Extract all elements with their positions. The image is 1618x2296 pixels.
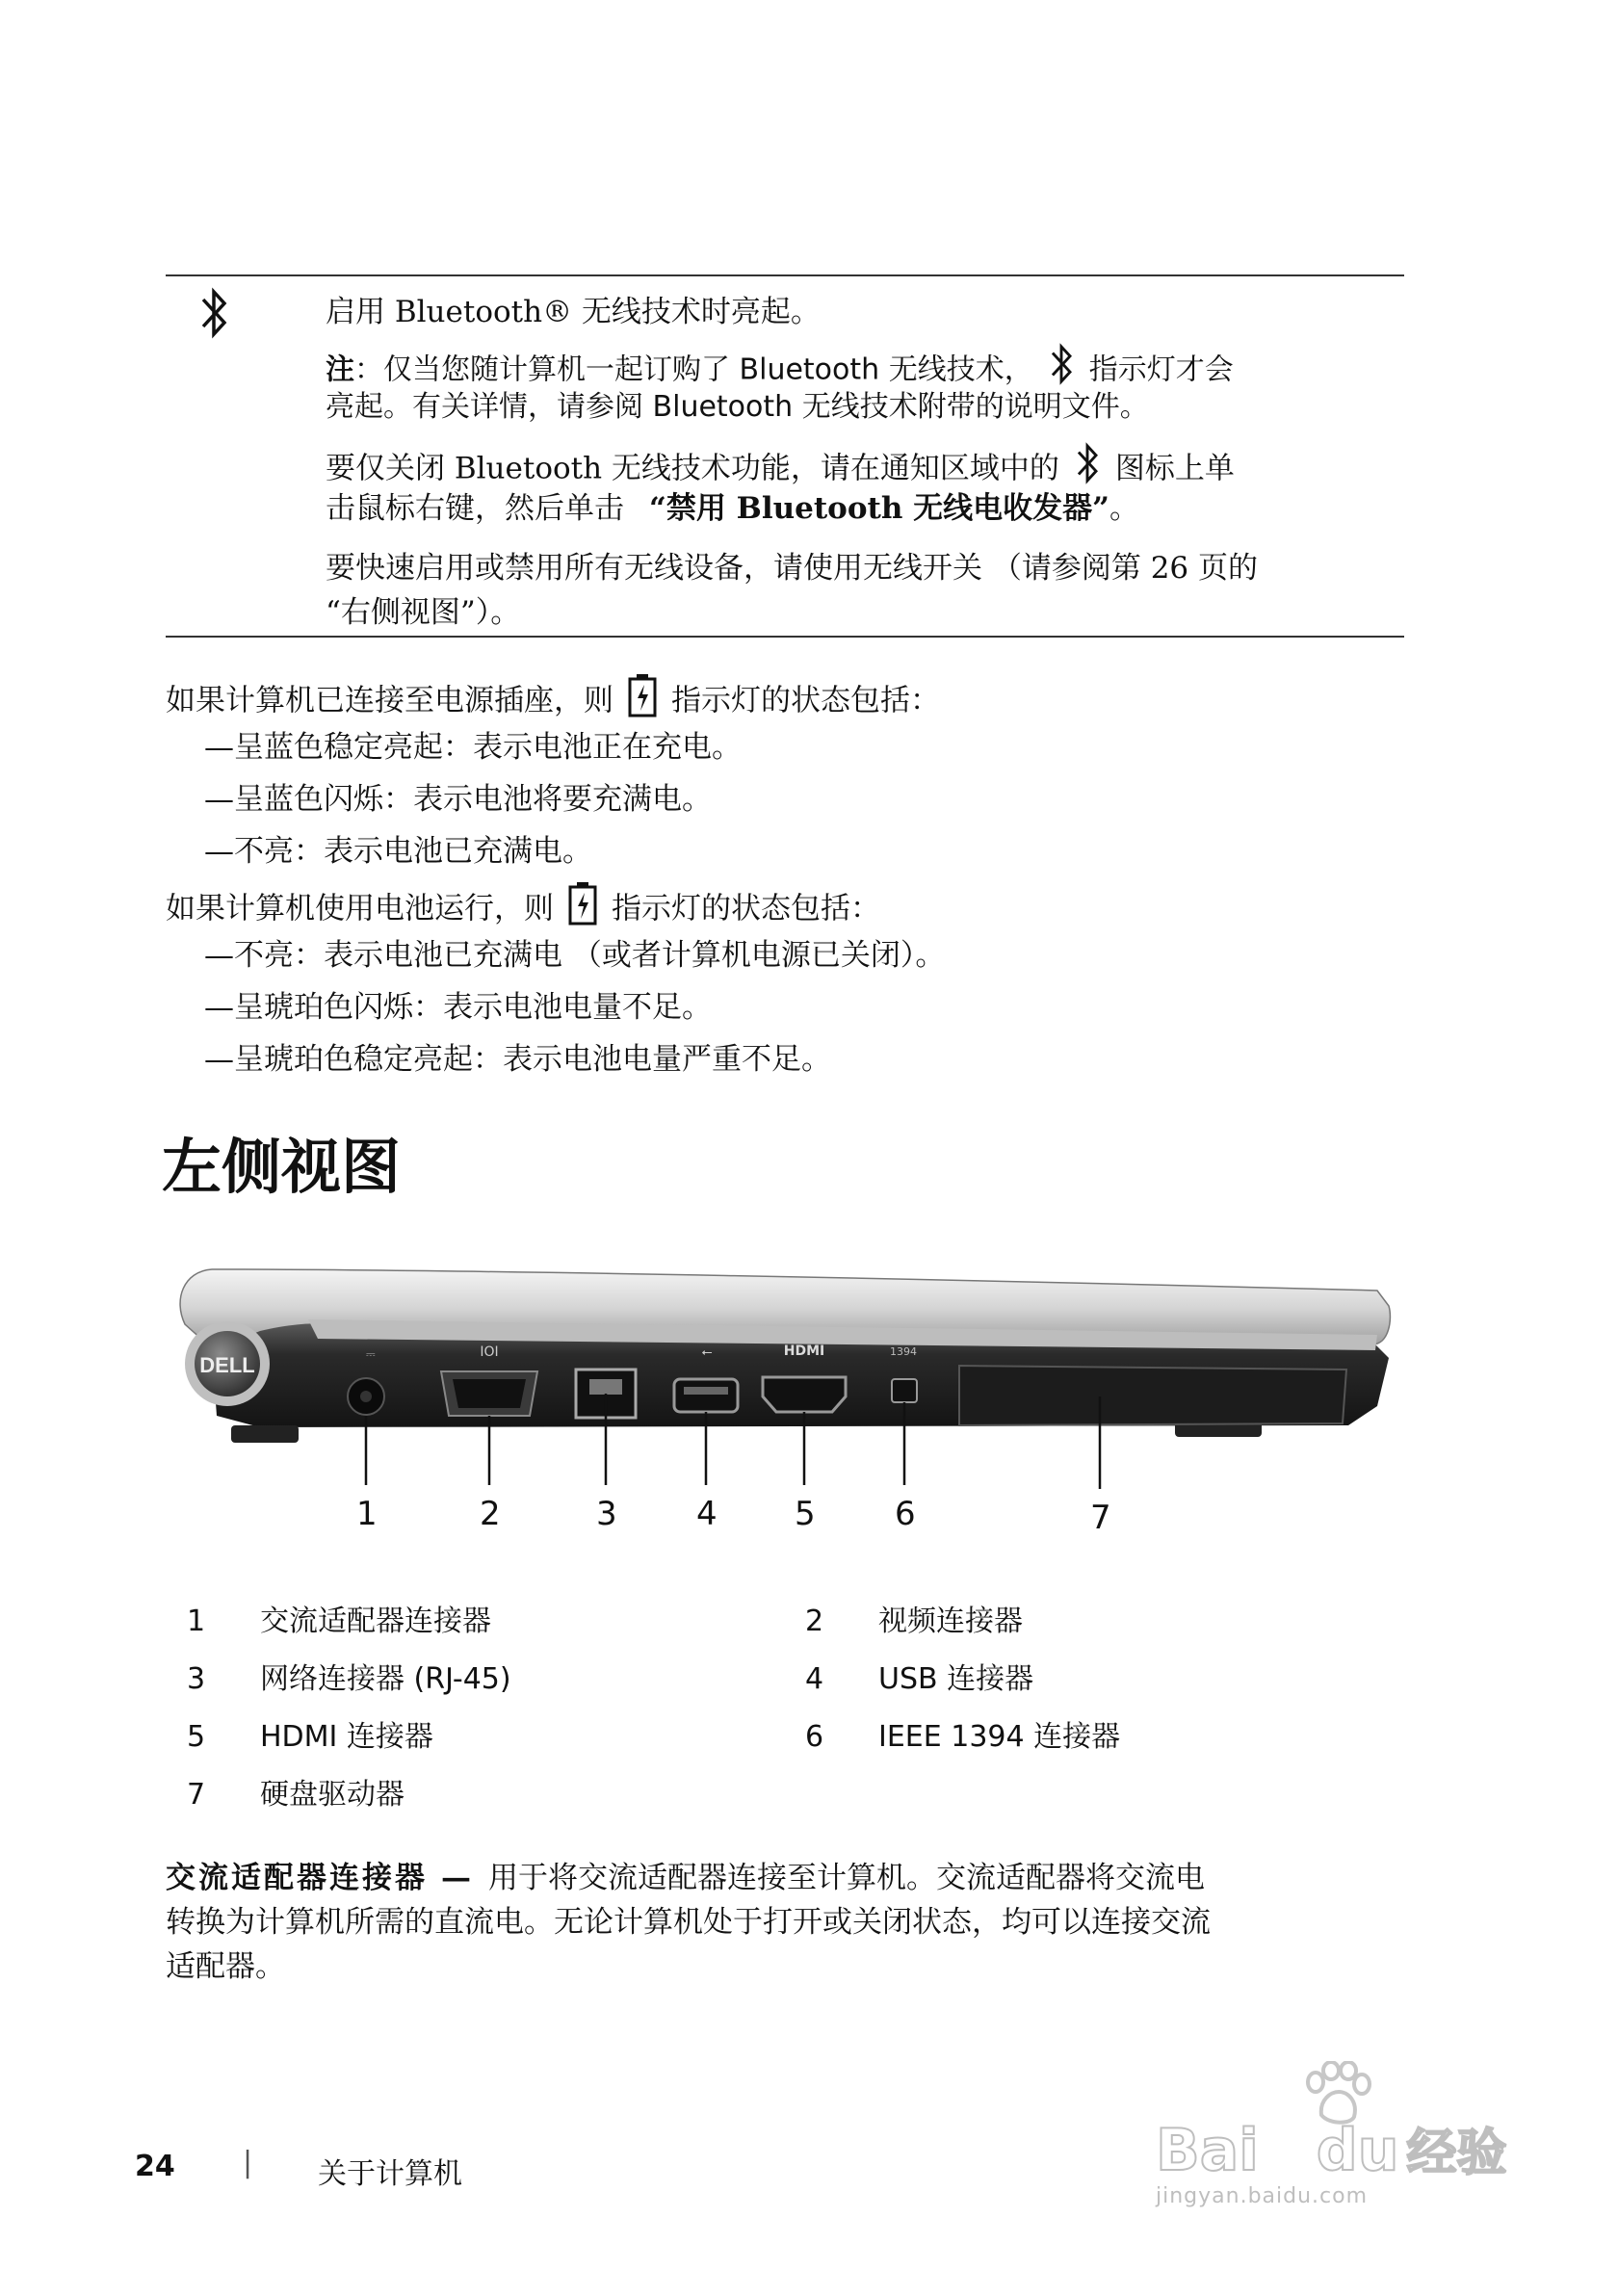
legend-num: 6 <box>805 1720 824 1754</box>
ac-intro <box>166 672 940 732</box>
battery-state-3: —呈琥珀色稳定亮起：表示电池电量严重不足。 <box>204 1042 831 1077</box>
hard-drive-bay <box>959 1366 1346 1425</box>
legend-num: 2 <box>805 1605 824 1638</box>
table-top-rule <box>166 274 1404 276</box>
bt-quick-line-2: “右侧视图”）。 <box>326 595 521 630</box>
callout-7: 7 <box>1090 1499 1111 1537</box>
ac-intro-a: 如果计算机已连接至电源插座，则 <box>166 683 613 718</box>
ac-desc-line-2: 转换为计算机所需的直流电。无论计算机处于打开或关闭状态，均可以连接交流 <box>166 1905 1211 1940</box>
ac-state-1: —呈蓝色稳定亮起：表示电池正在充电。 <box>204 730 742 765</box>
battery-intro <box>166 880 880 940</box>
battery-icon <box>627 672 658 732</box>
legend-label: USB 连接器 <box>878 1662 1034 1696</box>
dell-logo-text: DELL <box>199 1353 255 1377</box>
callout-2: 2 <box>480 1495 501 1533</box>
hdmi-port <box>763 1377 846 1412</box>
footer-separator: | <box>243 2146 253 2179</box>
bt-quick-line-1: 要快速启用或禁用所有无线设备，请使用无线开关 （请参阅第 26 页的 <box>326 551 1259 586</box>
off-text-b: 图标上单 <box>1114 451 1235 486</box>
legend-label: 硬盘驱动器 <box>260 1778 404 1812</box>
usb-symbol: ⭠ <box>701 1344 713 1360</box>
callout-3: 3 <box>596 1495 617 1533</box>
bt-line-1: 启用 Bluetooth® 无线技术时亮起。 <box>326 295 821 329</box>
callout-1: 1 <box>356 1495 378 1533</box>
hdmi-port-label: HDMI <box>783 1344 825 1359</box>
ac-state-3: —不亮：表示电池已充满电。 <box>204 834 592 869</box>
ieee1394-port <box>892 1379 917 1402</box>
ieee1394-port-label: 1394 <box>890 1345 917 1358</box>
note-label: 注 <box>326 352 354 387</box>
disable-bluetooth-command: “禁用 Bluetooth 无线电收发器” <box>649 491 1110 526</box>
laptop-left-side-figure <box>173 1262 1416 1512</box>
legend-num: 1 <box>187 1605 206 1638</box>
ac-desc-line-1 <box>166 1855 1205 1901</box>
usb-port <box>674 1379 738 1412</box>
page-heading: 左侧视图 <box>162 1132 402 1202</box>
legend-num: 3 <box>187 1662 206 1696</box>
ac-desc-dash: — <box>441 1861 471 1895</box>
footer-section: 关于计算机 <box>318 2157 462 2191</box>
bt-note-line-2: 亮起。有关详情，请参阅 Bluetooth 无线技术附带的说明文件。 <box>326 390 1149 424</box>
ac-desc-text-1: 用于将交流适配器连接至计算机。交流适配器将交流电 <box>488 1861 1205 1895</box>
battery-state-1: —不亮：表示电池已充满电 （或者计算机电源已关闭）。 <box>204 938 946 973</box>
legend-num: 7 <box>187 1778 206 1812</box>
watermark-url: jingyan.baidu.com <box>1156 2184 1369 2208</box>
legend-label: HDMI 连接器 <box>260 1720 433 1754</box>
rubber-foot <box>231 1425 299 1443</box>
off-text-a: 要仅关闭 Bluetooth 无线技术功能，请在通知区域中的 <box>326 451 1059 486</box>
callout-5: 5 <box>795 1495 816 1533</box>
off-text-c: 击鼠标右键，然后单击 <box>326 491 624 526</box>
vga-port-label: IOI <box>480 1344 499 1360</box>
battery-intro-b: 指示灯的状态包括： <box>612 891 880 926</box>
callout-6: 6 <box>895 1495 916 1533</box>
page-number: 24 <box>135 2150 175 2183</box>
legend-label: 视频连接器 <box>878 1605 1023 1638</box>
ac-intro-b: 指示灯的状态包括： <box>671 683 940 718</box>
watermark-jingyan: 经验 <box>1406 2125 1507 2182</box>
callout-4: 4 <box>696 1495 718 1533</box>
battery-intro-a: 如果计算机使用电池运行，则 <box>166 891 554 926</box>
table-bottom-rule <box>166 636 1404 638</box>
off-text-d: 。 <box>1109 491 1140 526</box>
note-text-b: 指示灯才会 <box>1088 352 1234 387</box>
battery-icon <box>567 880 598 940</box>
watermark-brand: Bai <box>1156 2117 1259 2184</box>
battery-state-2: —呈琥珀色闪烁：表示电池电量不足。 <box>204 990 712 1025</box>
legend-num: 5 <box>187 1720 206 1754</box>
bt-off-line-2 <box>326 485 1139 532</box>
legend-label: 网络连接器 (RJ-45) <box>260 1662 511 1696</box>
baidu-watermark <box>1156 2061 1541 2208</box>
ac-desc-title: 交流适配器连接器 <box>166 1861 428 1895</box>
ac-desc-line-3: 适配器。 <box>166 1949 285 1984</box>
bluetooth-icon <box>197 286 230 344</box>
ac-port-glyph: ⎓ <box>366 1347 376 1361</box>
ac-state-2: —呈蓝色闪烁：表示电池将要充满电。 <box>204 782 712 817</box>
legend-label: 交流适配器连接器 <box>260 1605 491 1638</box>
note-text-a: ：仅当您随计算机一起订购了 Bluetooth 无线技术， <box>354 352 1033 387</box>
legend-num: 4 <box>805 1662 824 1696</box>
watermark-brand-2: du <box>1316 2117 1399 2184</box>
legend-label: IEEE 1394 连接器 <box>878 1720 1121 1754</box>
